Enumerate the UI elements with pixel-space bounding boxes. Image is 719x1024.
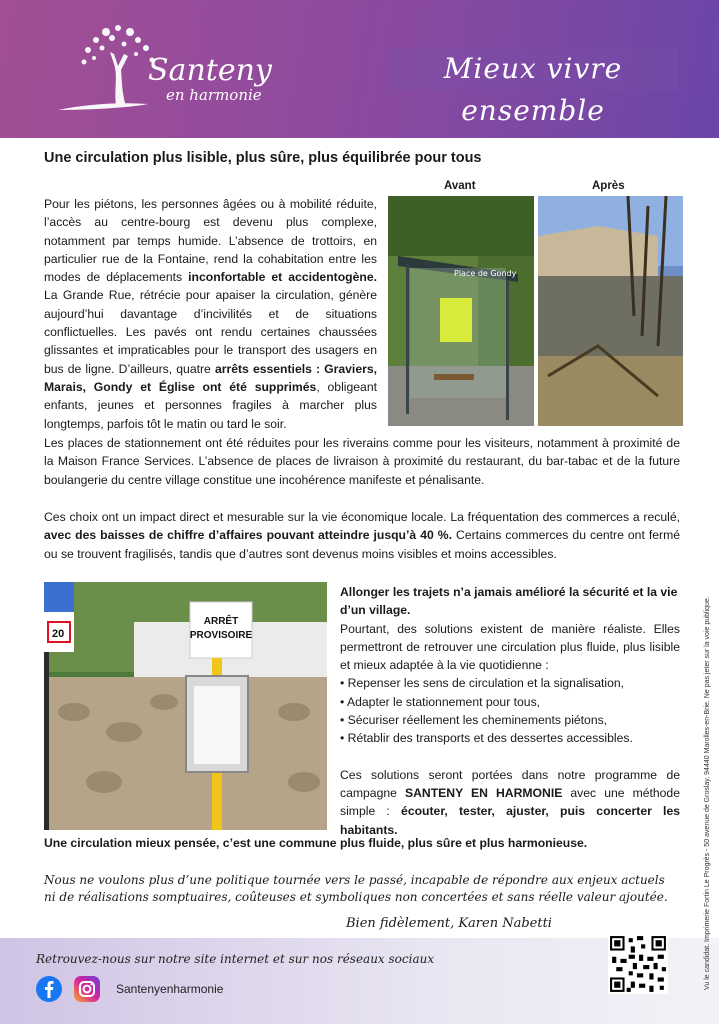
quote: Nous ne voulons plus d’une politique tournée vers le passé, incapable de répondre aux enjeux actuels ni de réalisations somptuaires, coûteuses et symboliques non concertées et sans réelle valeur ajoutée.: [44, 873, 668, 904]
temporary-stop-photo: [44, 582, 327, 830]
closing-statement: Une circulation mieux pensée, c’est une commune plus fluide, plus sûre et plus harmonieuse.: [44, 836, 588, 850]
program-paragraph: Ces solutions seront portées dans notre programme de campagne SANTENY EN HARMONIE avec une méthode simple : écouter, tester, ajuster, puis concerter les habitants.: [340, 767, 680, 837]
legal-notice: Vu le candidat. Imprimerie Fortin Le Progrès - 50 avenue de Groslay, 94440 Marolles-en-Brie. Ne pas jeter sur la voie publique.: [704, 596, 711, 990]
intro-paragraph: Pour les piétons, les personnes âgées ou à mobilité réduite, l’accès au centre-bourg est devenu plus complexe, notamment par temps humide. L’absence de trottoirs, en particulier rue de la Fontaine, rend la cohabitation entre les modes de déplacements inconfortable et accidentogène. La Grande Rue, rétrécie pour apaiser la circulation, génère aujourd’hui davantage d’incivilités et de situations conflictuelles. Les pavés ont rendu certaines chaussées glissantes et impraticables pour le transport des usagers en bus de ligne. D’ailleurs, quatre arrêts essentiels : Graviers, Marais, Gondy et Église ont été supprimés, obligeant enfants, jeunes et personnes fragiles à marcher plus longtemps, parfois tôt le matin ou tard le soir.: [44, 197, 378, 431]
economy-paragraph: Ces choix ont un impact direct et mesurable sur la vie économique locale. La fréquentation des commerces a reculé, avec des baisses de chiffre d’affaires pouvant atteindre jusqu’à 40 %. Certains commerces du centre ont fermé ou se trouvent fragilisés, tandis que d’autres sont devenus moins visibles et moins accessibles.: [44, 510, 680, 561]
solutions-heading: Allonger les trajets n’a jamais amélioré la sécurité et la vie d’un village.: [340, 585, 678, 618]
svg-text:ARRÊT: ARRÊT: [203, 616, 239, 627]
svg-text:20: 20: [52, 628, 65, 640]
qr-code: [608, 934, 668, 994]
santeny-logo: [48, 18, 273, 118]
list-item: • Sécuriser réellement les cheminements piétons,: [340, 713, 608, 728]
svg-text:en harmonie: en harmonie: [166, 86, 262, 104]
after-photo: [538, 196, 683, 426]
social-handle[interactable]: Santenyenharmonie: [116, 982, 224, 996]
list-item: • Adapter le stationnement pour tous,: [340, 694, 541, 709]
before-label: Avant: [444, 180, 476, 192]
tagline: Mieux vivre ensemble: [388, 48, 678, 90]
before-photo: [388, 196, 534, 426]
signature: Bien fidèlement, Karen Nabetti: [346, 916, 552, 931]
solutions-column: [340, 583, 680, 839]
list-item: • Rétablir des transports et des dessertes accessibles.: [340, 731, 633, 746]
solutions-intro: Pourtant, des solutions existent de manière réaliste. Elles permettront de retrouver une circulation plus fluide, plus lisible et mieux adaptée à la vie quotidienne :: [340, 621, 680, 673]
svg-text:Place de Gondy: Place de Gondy: [454, 269, 517, 278]
solutions-list: [340, 674, 680, 747]
after-label: Après: [592, 180, 625, 192]
list-item: • Repenser les sens de circulation et la signalisation,: [340, 676, 625, 691]
page-title: Une circulation plus lisible, plus sûre, plus équilibrée pour tous: [44, 150, 482, 166]
instagram-icon[interactable]: [74, 976, 100, 1002]
svg-text:Santeny: Santeny: [148, 53, 272, 88]
parking-paragraph: Les places de stationnement ont été réduites pour les riverains comme pour les visiteurs, notamment à proximité de la Maison France Services. L’absence de places de livraison à proximité du restaurant, du bar-tabac et de la future boulangerie du centre village constitue une incohérence manifeste et pénalisante.: [44, 436, 680, 487]
svg-text:PROVISOIRE: PROVISOIRE: [189, 630, 253, 641]
facebook-icon[interactable]: [36, 976, 62, 1002]
footer-text: Retrouvez-nous sur notre site internet et sur nos réseaux sociaux: [36, 952, 435, 966]
